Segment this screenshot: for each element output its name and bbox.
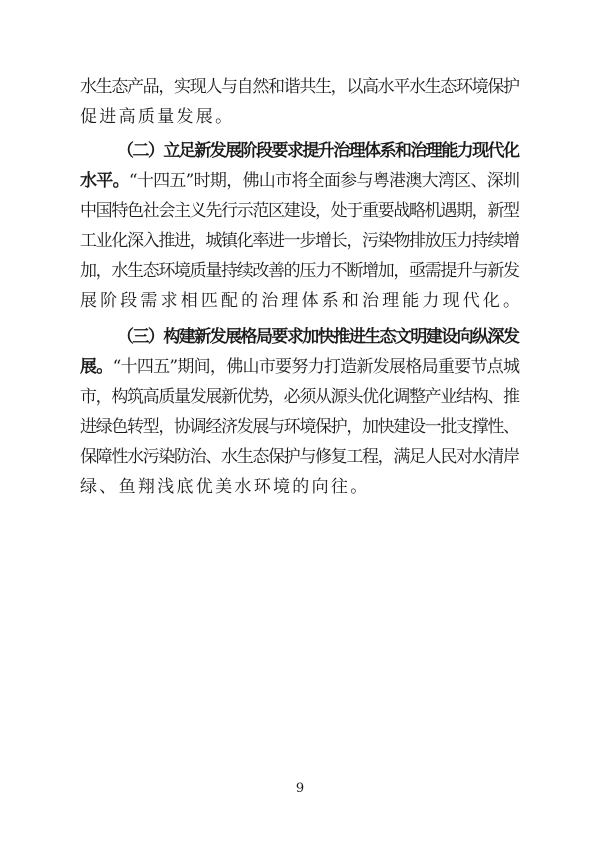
body-text-segment: 绿、鱼翔浅底优美水环境的向往。 (80, 477, 370, 497)
body-text-segment: “十四五”期间，佛山市要努力打造新发展格局重要节点城 (112, 357, 520, 377)
body-text-segment: “十四五”时期，佛山市将全面参与粤港澳大湾区、深圳 (128, 171, 520, 191)
text-line (117, 136, 520, 166)
text-line (80, 286, 524, 316)
body-text-segment: 中国特色社会主义先行示范区建设，处于重要战略机遇期，新型 (80, 201, 519, 221)
heading-text: （二）立足新发展阶段要求提升治理体系和治理能力现代化 (117, 141, 519, 161)
body-text-segment: 加，水生态环境质量持续改善的压力不断增加，亟需提升与新发 (80, 261, 519, 281)
heading-text: （三）构建新发展格局要求加快推进生态文明建设向纵深发 (117, 327, 519, 347)
text-line (80, 382, 520, 412)
text-line (80, 226, 520, 256)
body-text-segment: 市，构筑高质量发展新优势，必须从源头优化调整产业结构、推 (80, 387, 519, 407)
page-number: 9 (295, 781, 305, 796)
text-line (80, 102, 520, 132)
body-text-segment: 水生态产品，实现人与自然和谐共生，以高水平水生态环境保护 (80, 77, 519, 97)
text-line (80, 166, 520, 196)
text-line (80, 412, 520, 442)
text-line (80, 196, 520, 226)
heading-text: 展。 (80, 357, 113, 377)
body-text-segment: 促进高质量发展。 (80, 107, 235, 127)
body-text-segment: 保障性水污染防治、水生态保护与修复工程，满足人民对水清岸 (80, 447, 519, 467)
text-line (80, 472, 520, 502)
text-line (80, 72, 520, 102)
body-text-segment: 工业化深入推进，城镇化率进一步增长，污染物排放压力持续增 (80, 231, 519, 251)
body-text-segment: 进绿色转型，协调经济发展与环境保护，加快建设一批支撑性、 (80, 417, 519, 437)
text-line (80, 442, 520, 472)
heading-text: 水平。 (80, 171, 129, 191)
text-line (80, 352, 520, 382)
body-text-segment: 展阶段需求相匹配的治理体系和治理能力现代化。 (80, 291, 524, 311)
text-line (80, 256, 520, 286)
text-line (117, 322, 520, 352)
